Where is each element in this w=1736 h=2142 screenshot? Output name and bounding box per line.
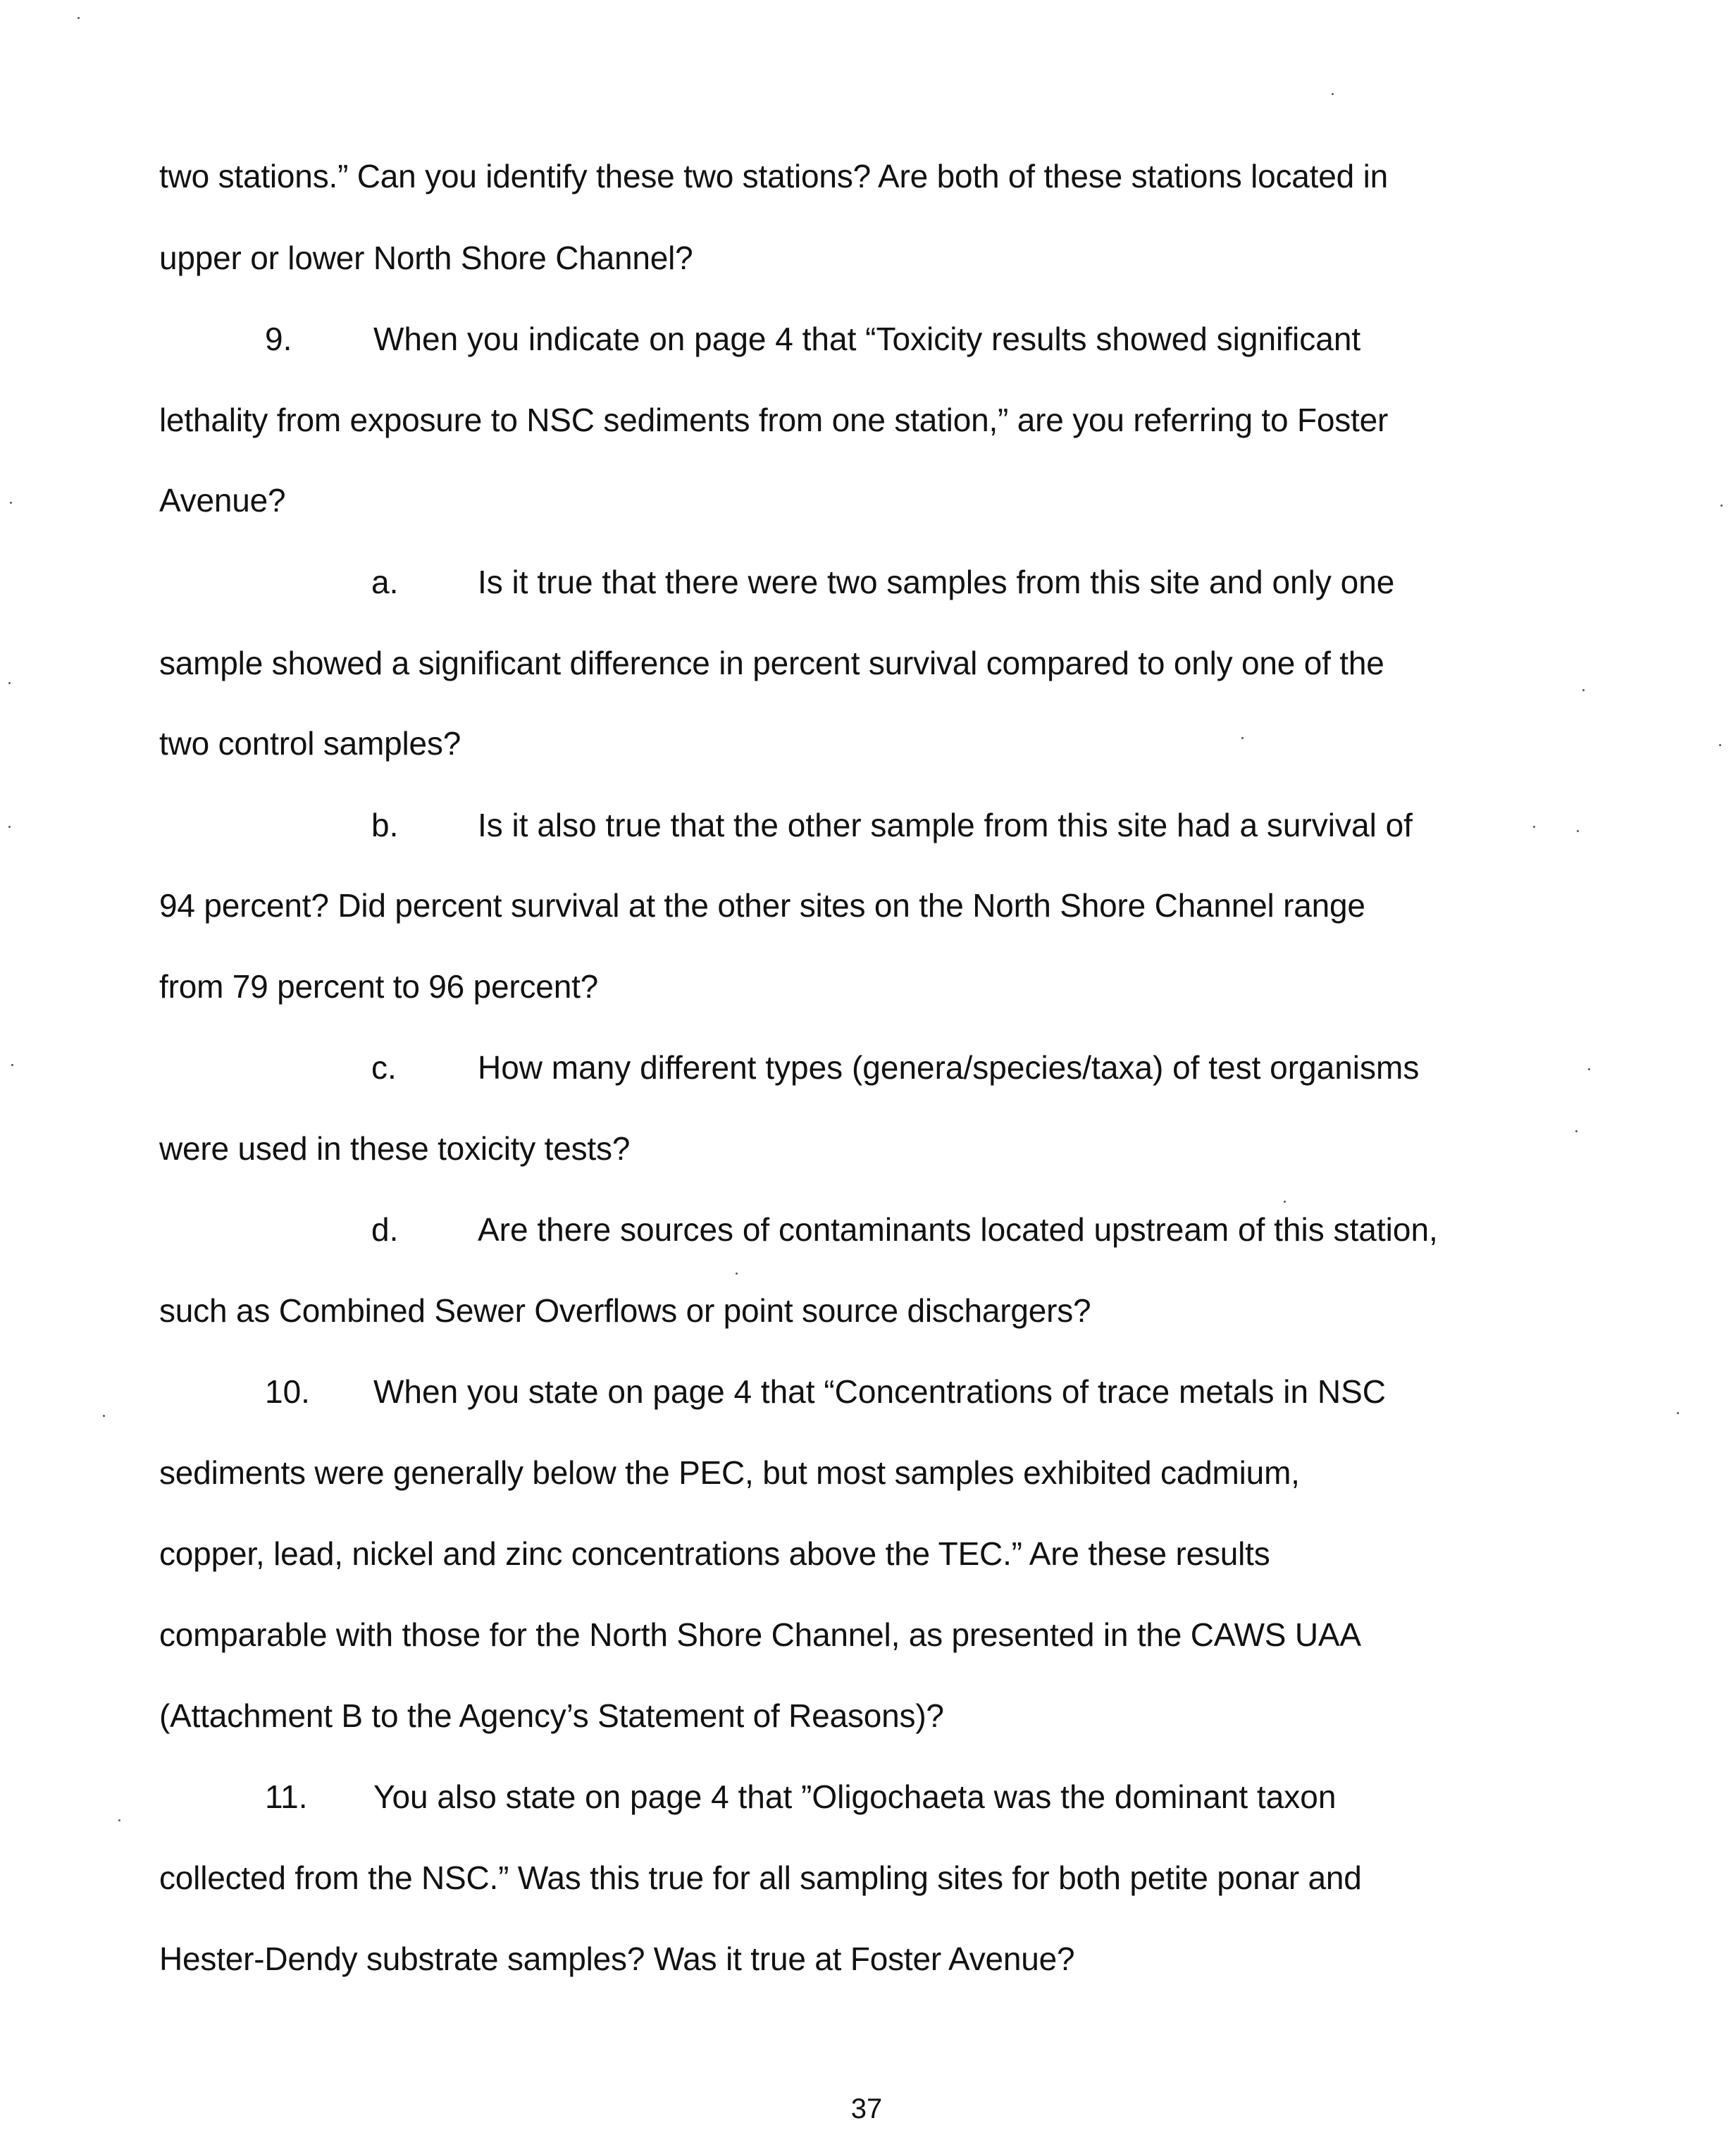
scan-speck	[1575, 1130, 1577, 1132]
scan-speck	[1284, 1201, 1286, 1203]
question-number: 10.	[265, 1373, 310, 1410]
scan-speck	[736, 1273, 738, 1275]
scan-speck	[1533, 826, 1535, 828]
text-line: Hester-Dendy substrate samples? Was it true at Foster Avenue?	[159, 1940, 1075, 1977]
text-line: upper or lower North Shore Channel?	[159, 240, 693, 276]
page-number: 37	[850, 2093, 883, 2124]
sub-question-text: Are there sources of contaminants located upstream of this station,	[478, 1211, 1438, 1248]
scan-speck	[10, 502, 12, 504]
question-text: You also state on page 4 that ”Oligochaeta was the dominant taxon	[373, 1778, 1337, 1815]
question-text: When you state on page 4 that “Concentrations of trace metals in NSC	[373, 1373, 1386, 1410]
text-line: lethality from exposure to NSC sediments from one station,” are you referring to Foster	[159, 402, 1389, 438]
text-line: were used in these toxicity tests?	[159, 1130, 631, 1167]
scan-speck	[1241, 737, 1244, 739]
scan-speck	[1582, 689, 1585, 691]
scan-speck	[1720, 504, 1723, 507]
scan-speck	[1332, 93, 1334, 95]
question-number: 9.	[265, 321, 292, 357]
text-line: such as Combined Sewer Overflows or point source dischargers?	[159, 1292, 1091, 1329]
text-line: sample showed a significant difference in percent survival compared to only one of the	[159, 645, 1384, 681]
scan-speck	[1588, 1068, 1590, 1070]
text-line: collected from the NSC.” Was this true for all sampling sites for both petite ponar and	[159, 1859, 1362, 1896]
text-line: (Attachment B to the Agency’s Statement of Reasons)?	[159, 1697, 944, 1734]
sub-question-label: d.	[371, 1211, 399, 1248]
text-line: two stations.” Can you identify these two stations? Are both of these stations located in	[159, 158, 1388, 194]
question-text: When you indicate on page 4 that “Toxicity results showed significant	[373, 321, 1361, 357]
scan-speck	[78, 17, 80, 19]
text-line: comparable with those for the North Shore Channel, as presented in the CAWS UAA	[159, 1616, 1361, 1653]
sub-question-text: Is it also true that the other sample from this site had a survival of	[478, 807, 1413, 843]
text-line: copper, lead, nickel and zinc concentrations above the TEC.” Are these results	[159, 1535, 1270, 1572]
scan-speck	[8, 682, 11, 684]
sub-question-label: c.	[371, 1049, 397, 1086]
text-line: sediments were generally below the PEC, but most samples exhibited cadmium,	[159, 1454, 1300, 1491]
sub-question-text: Is it true that there were two samples from this site and only one	[478, 564, 1395, 600]
scan-speck	[118, 1819, 120, 1821]
scan-speck	[8, 826, 11, 828]
scan-speck	[11, 1064, 13, 1066]
scan-speck	[1677, 1412, 1679, 1414]
sub-question-label: a.	[371, 564, 399, 600]
text-line: from 79 percent to 96 percent?	[159, 968, 599, 1005]
scan-speck	[103, 1415, 105, 1417]
text-line: Avenue?	[159, 482, 286, 519]
sub-question-text: How many different types (genera/species/taxa) of test organisms	[478, 1049, 1420, 1086]
question-number: 11.	[265, 1778, 308, 1815]
text-line: 94 percent? Did percent survival at the other sites on the North Shore Channel range	[159, 887, 1365, 924]
scan-speck	[1577, 830, 1579, 832]
text-line: two control samples?	[159, 725, 461, 762]
sub-question-label: b.	[371, 807, 399, 843]
scan-speck	[1719, 744, 1721, 746]
